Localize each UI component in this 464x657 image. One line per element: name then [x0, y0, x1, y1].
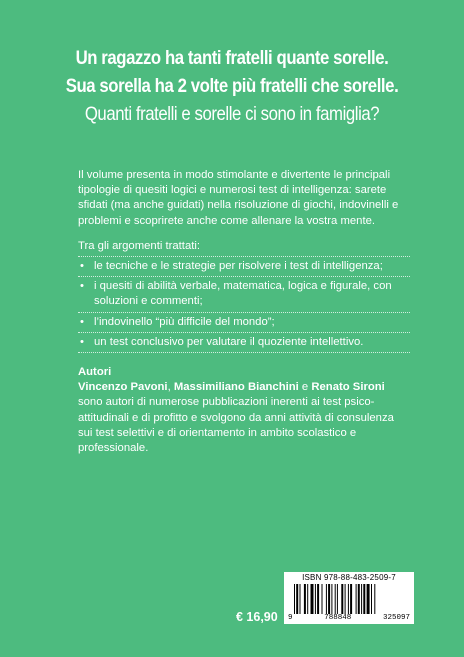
barcode — [284, 572, 414, 624]
puzzle-question: Quanti fratelli e sorelle ci sono in famiglia? — [84, 103, 380, 125]
bullet-icon: • — [80, 315, 84, 328]
barcode-digits: 9 788848 325097 — [288, 614, 410, 622]
topics-list — [78, 256, 410, 353]
authors-heading: Autori — [78, 366, 112, 379]
list-item: • i quesiti di abilità verbale, matematica, logica e figurale, con soluzioni e commenti; — [78, 277, 410, 312]
bullet-icon: • — [80, 280, 84, 293]
bullet-icon: • — [80, 260, 84, 273]
bullet-icon: • — [80, 335, 84, 348]
authors-bio: sono autori di numerose pubblicazioni inerenti ai test psico-attitudinali e di profitto e svolgono da anni attività di consulenza sui test selettivi e di orientamento in ambito scolastico e professionale. — [78, 396, 394, 455]
puzzle-block — [0, 44, 464, 128]
isbn-label: ISBN 978-88-483-2509-7 — [302, 573, 396, 582]
list-item: • l’indovinello “più difficile del mondo”; — [78, 313, 410, 333]
authors-paragraph: Vincenzo Pavoni, Massimiliano Bianchini e Renato Sironi sono autori di numerose pubblicazioni inerenti ai test psico-attitudinali e di profitto e svolgono da anni attività di consulenza sui test selettivi e di orientamento in ambito scolastico e professionale. — [78, 381, 394, 455]
list-item: • un test conclusivo per valutare il quoziente intellettivo. — [78, 333, 410, 353]
puzzle-line-2: Sua sorella ha 2 volte più fratelli che sorelle. — [65, 75, 399, 97]
puzzle-line-1: Un ragazzo ha tanti fratelli quante sorelle. — [75, 47, 389, 69]
price-label: € 16,90 — [236, 610, 278, 624]
author-name: Renato Sironi — [311, 381, 385, 394]
barcode-bars — [294, 584, 406, 614]
author-name: Massimiliano Bianchini — [173, 381, 299, 394]
intro-paragraph: Il volume presenta in modo stimolante e divertente le principali tipologie di quesiti logici e numerosi test di intelligenza: sarete sfidati (ma anche guidati) nella risoluzione di giochi, indovinelli e problemi e scoprirete anche come allenare la vostra mente. — [78, 169, 399, 227]
back-cover-text — [78, 168, 410, 456]
author-name: Vincenzo Pavoni — [78, 381, 168, 394]
list-item: • le tecniche e le strategie per risolvere i test di intelligenza; — [78, 256, 410, 277]
topics-title: Tra gli argomenti trattati: — [78, 239, 201, 252]
